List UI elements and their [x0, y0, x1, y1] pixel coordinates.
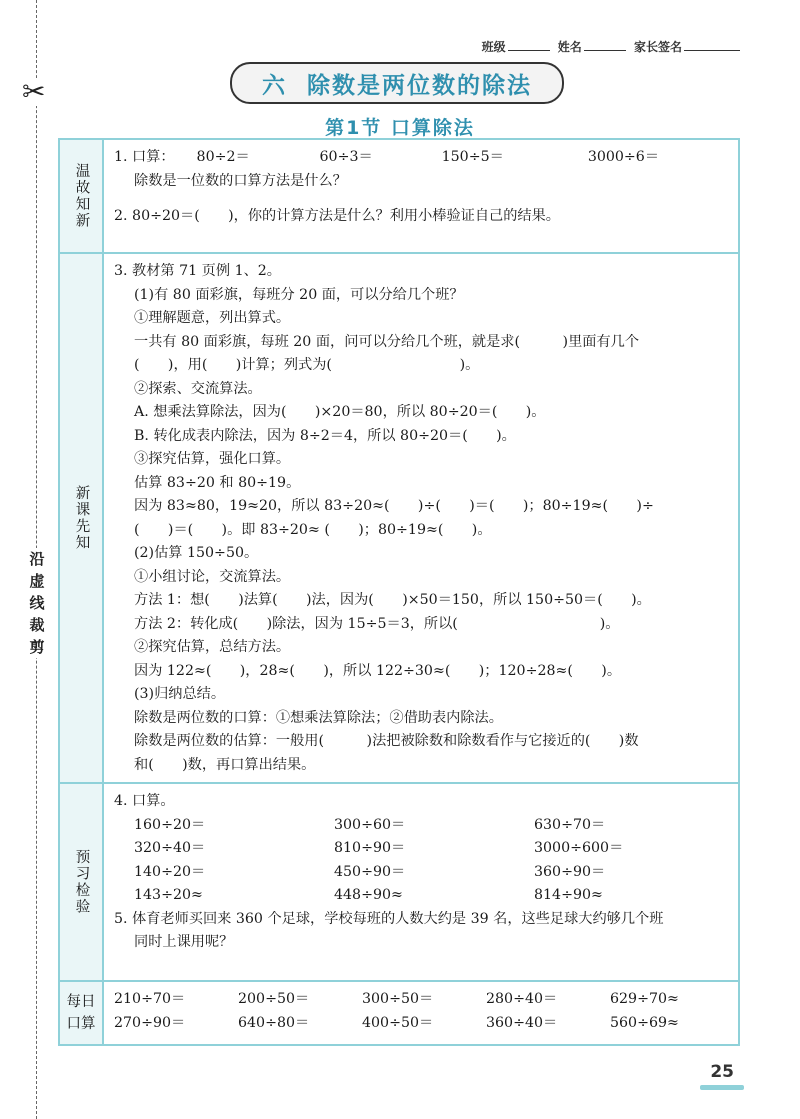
new-lesson-label: 新课先知 — [60, 254, 104, 782]
q4-row: 143÷20≈ 448÷90≈ 814÷90≈ — [134, 887, 603, 903]
lesson-line: 方法 2：转化成( )除法，因为 15÷5＝3，所以( )。 — [134, 615, 620, 632]
page-number-underline — [700, 1085, 744, 1090]
review-label: 温故知新 — [60, 140, 104, 252]
preview-content — [104, 784, 738, 980]
lesson-line: 一共有 80 面彩旗，每班 20 面，问可以分给几个班，就是求( )里面有几个 — [134, 333, 640, 350]
q4-row: 160÷20＝ 300÷60＝ 630÷70＝ — [134, 816, 606, 833]
lesson-line: ( )＝( )。即 83÷20≈ ( )；80÷19≈( )。 — [134, 521, 492, 538]
parent-signature-label: 家长签名 — [633, 40, 682, 54]
section-title: 第1节 口算除法 — [325, 117, 475, 139]
lesson-line: 除数是两位数的口算：①想乘法算除法；②借助表内除法。 — [134, 709, 503, 726]
chapter-name: 除数是两位数的除法 — [307, 72, 532, 99]
q2-line: 2. 80÷20＝( )，你的计算方法是什么？利用小棒验证自己的结果。 — [114, 208, 560, 224]
q1-calc-line: 1. 口算： 80÷2＝ 60÷3＝ 150÷5＝ 3000÷6＝ — [114, 149, 660, 165]
lesson-line: (1)有 80 面彩旗，每班分 20 面，可以分给几个班？ — [134, 286, 464, 303]
q5-line: 同时上课用呢？ — [134, 934, 234, 950]
lesson-line: ①小组讨论，交流算法。 — [134, 568, 291, 585]
class-label: 班级 — [481, 40, 506, 54]
chapter-number: 六 — [262, 72, 287, 99]
lesson-line: 3. 教材第 71 页例 1、2。 — [114, 263, 281, 279]
parent-signature-blank — [684, 40, 740, 51]
chapter-title — [230, 62, 564, 104]
daily-row: 270÷90＝ 640÷80＝ 400÷50＝ 360÷40＝ 560÷69≈ — [114, 1014, 679, 1031]
preview-section — [60, 784, 738, 982]
lesson-line: 因为 122≈( )，28≈( )，所以 122÷30≈( )；120÷28≈( )。 — [134, 662, 622, 679]
lesson-line: 除数是两位数的估算：一般用( )法把被除数和除数看作与它接近的( )数 — [134, 733, 639, 749]
lesson-line: B. 转化成表内除法，因为 8÷2＝4，所以 80÷20＝( )。 — [134, 427, 516, 444]
name-blank — [584, 40, 626, 51]
lesson-line: 估算 83÷20 和 80÷19。 — [134, 474, 301, 491]
lesson-line: ②探究估算，总结方法。 — [134, 639, 291, 655]
lesson-line: 和( )数，再口算出结果。 — [134, 756, 316, 773]
daily-row: 210÷70＝ 200÷50＝ 300÷50＝ 280÷40＝ 629÷70≈ — [114, 991, 679, 1007]
lesson-line: (2)估算 150÷50。 — [134, 545, 259, 561]
worksheet-frame — [58, 138, 740, 1046]
review-section — [60, 140, 738, 254]
class-blank — [508, 40, 550, 51]
q1-question: 除数是一位数的口算方法是什么？ — [134, 172, 347, 189]
q4-row: 140÷20＝ 450÷90＝ 360÷90＝ — [134, 863, 606, 880]
lesson-line: ( )，用( )计算；列式为( )。 — [134, 357, 480, 373]
new-lesson-content — [104, 254, 738, 782]
lesson-line: ②探索、交流算法。 — [134, 380, 262, 397]
lesson-line: ③探究估算，强化口算。 — [134, 451, 291, 467]
preview-label: 预习检验 — [60, 784, 104, 980]
daily-content — [104, 982, 738, 1044]
scissors-icon: ✂ — [22, 75, 46, 108]
page-number: 25 — [710, 1062, 734, 1082]
daily-section — [60, 982, 738, 1044]
lesson-line: A. 想乘法算除法，因为( )×20＝80，所以 80÷20＝( )。 — [134, 404, 546, 420]
new-lesson-section — [60, 254, 738, 784]
cut-instruction: 沿虚线裁剪 — [29, 550, 45, 656]
daily-label: 每日口算 — [60, 982, 104, 1044]
header-fields — [482, 38, 744, 55]
name-label: 姓名 — [557, 40, 582, 54]
lesson-line: ①理解题意，列出算式。 — [134, 310, 291, 326]
q4-row: 320÷40＝ 810÷90＝ 3000÷600＝ — [134, 840, 624, 856]
lesson-line: 因为 83≈80，19≈20，所以 83÷20≈( )÷( )＝( )；80÷19≈( )÷ — [134, 498, 654, 514]
q4-title: 4. 口算。 — [114, 793, 175, 809]
review-content — [104, 140, 738, 252]
q5-line: 5. 体育老师买回来 360 个足球，学校每班的人数大约是 39 名，这些足球大约够几个班 — [114, 910, 664, 927]
lesson-line: (3)归纳总结。 — [134, 686, 226, 702]
lesson-line: 方法 1：想( )法算( )法，因为( )×50＝150，所以 150÷50＝( )。 — [134, 592, 651, 608]
